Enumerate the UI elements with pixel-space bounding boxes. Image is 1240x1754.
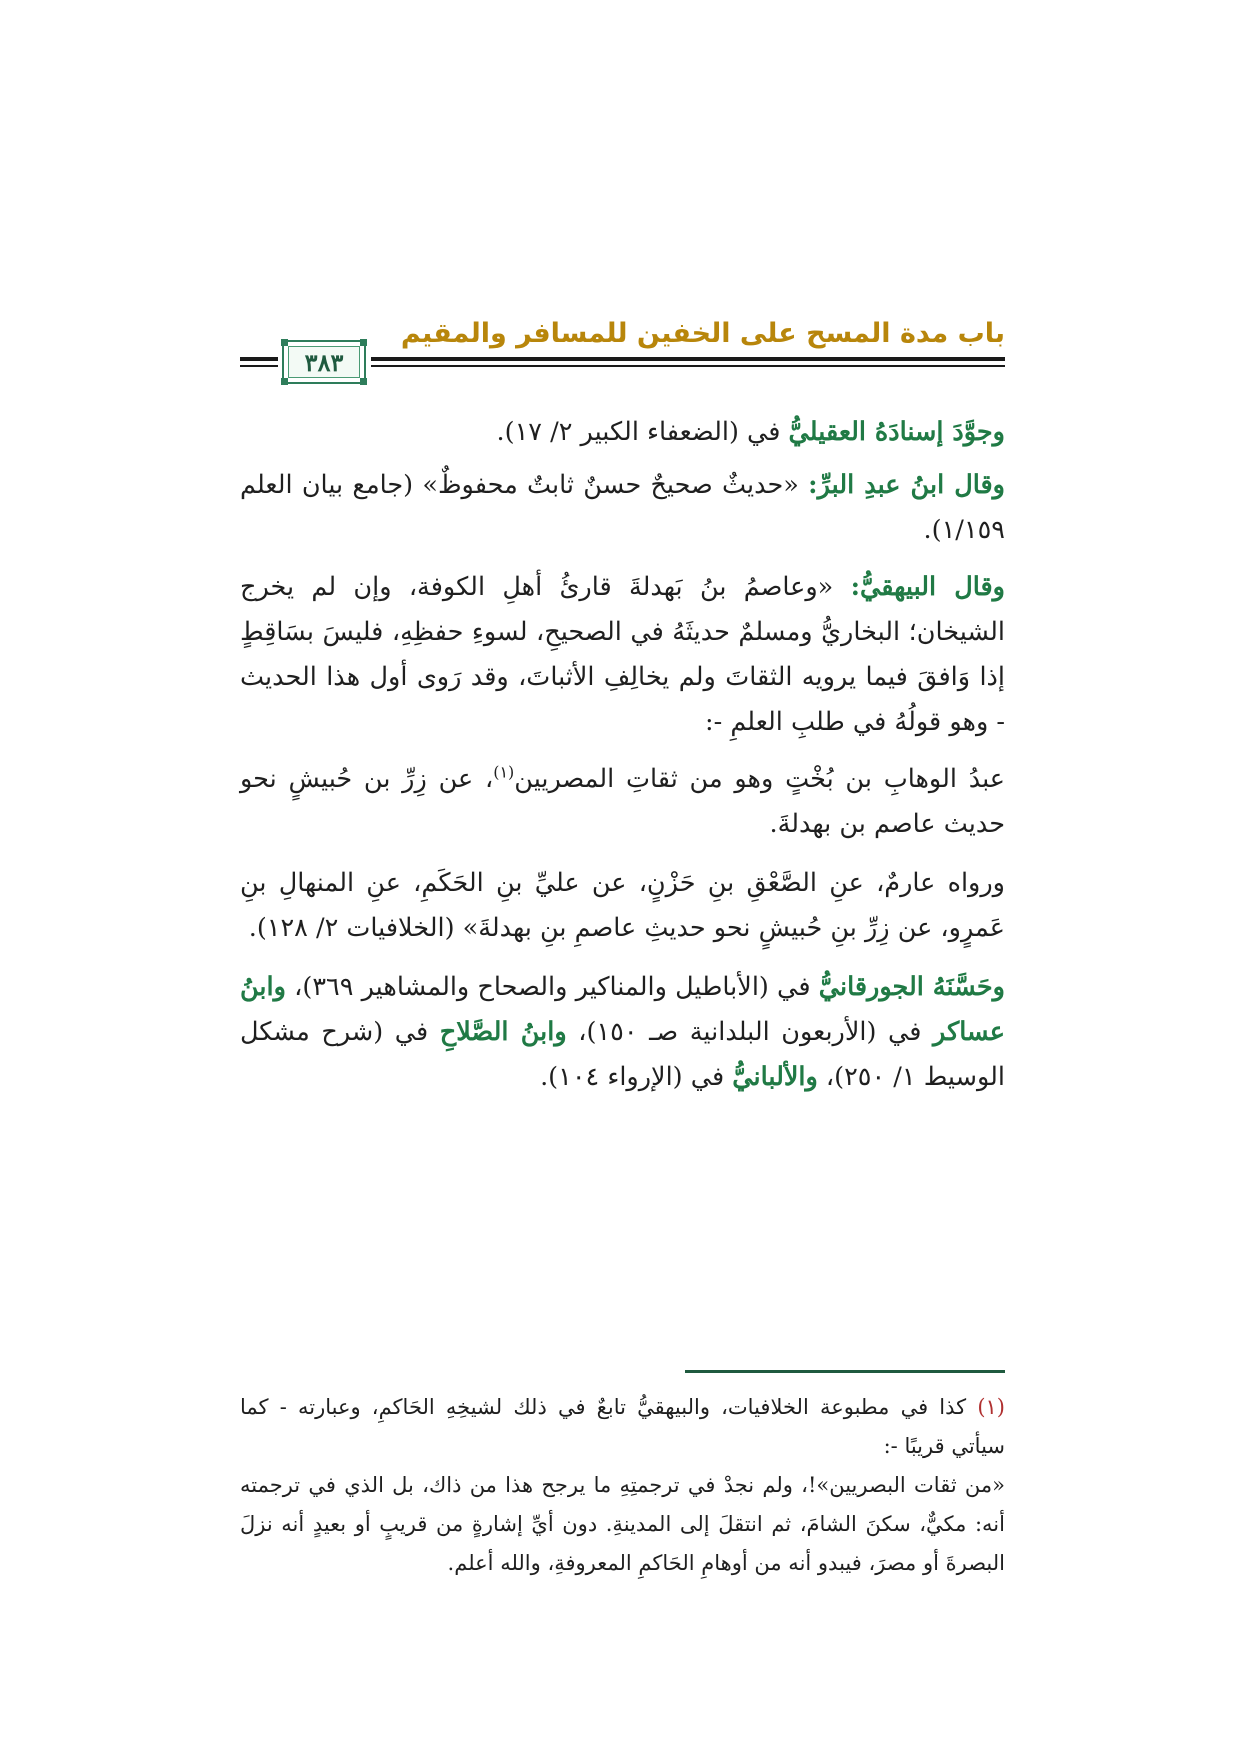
paragraph-6 [240, 965, 1005, 1100]
running-header-title: باب مدة المسح على الخفين للمسافر والمقيم [400, 318, 1005, 349]
footnote-1 [240, 1388, 1005, 1466]
paragraph-text: في (الإرواء ١٠٤). [540, 1062, 733, 1092]
footnote-1-continued [240, 1466, 1005, 1583]
highlighted-name: وقال ابنُ عبدِ البرِّ: [808, 470, 1005, 500]
footnote-text: كذا في مطبوعة الخلافيات، والبيهقيُّ تابعٌ في ذلك لشيخِهِ الحَاكمِ، وعبارته - كما سيأتي قريبًا -: [240, 1395, 1005, 1458]
paragraph-text: في (الضعفاء الكبير ٢/ ١٧). [496, 417, 789, 447]
paragraph-1 [240, 410, 1005, 455]
highlighted-name: والألبانيُّ [732, 1062, 818, 1092]
highlighted-name: وابنُ الصَّلاحِ [439, 1017, 567, 1047]
paragraph-5 [240, 861, 1005, 951]
highlighted-name: وحَسَّنَهُ الجورقانيُّ [818, 972, 1005, 1002]
paragraph-3 [240, 565, 1005, 745]
highlighted-name: وابنُ عساكر [240, 972, 1005, 1047]
ornament-corner [360, 378, 367, 385]
page-number: ٣٨٣ [288, 346, 360, 378]
footnotes [240, 1388, 1005, 1583]
page-number-badge [282, 340, 366, 384]
header-rule-thick [371, 357, 1005, 361]
header-rule-left-thin [240, 365, 278, 367]
paragraph-text: «وعاصمُ بنُ بَهدلةَ قارئُ أهلِ الكوفة، وإن لم يخرج الشيخان؛ البخاريُّ ومسلمٌ حديثَهُ في الصحيحِ، لسوءِ حفظِهِ، فليسَ بسَاقِطٍ إذا وَافقَ فيما يرويه الثقاتَ ولم يخالِفِ الأثباتَ، وقد رَوى أول هذا الحديث - وهو قولُهُ في طلبِ العلمِ -: [240, 572, 1005, 737]
paragraph-text: ، عن زِرِّ بن حُبيشٍ نحو حديث عاصم بن بهدلةَ. [240, 764, 1005, 839]
paragraph-text: عبدُ الوهابِ بن بُخْتٍ وهو من ثقاتِ المصريين [514, 764, 1005, 794]
highlighted-name: وقال البيهقيُّ: [850, 572, 1005, 602]
header-rule-thin [371, 365, 1005, 367]
highlighted-name: وجوَّدَ إسنادَهُ العقيليُّ [788, 417, 1005, 447]
footnote-separator [685, 1370, 1005, 1373]
paragraph-text: «حديثٌ صحيحٌ حسنٌ ثابتٌ محفوظٌ» (جامع بيان العلم ١/١٥٩). [240, 470, 1005, 545]
header-rule-left-thick [240, 357, 278, 361]
ornament-corner [281, 339, 288, 346]
paragraph-text: في (الأربعون البلدانية صـ ١٥٠)، [566, 1017, 934, 1047]
paragraph-text: ورواه عارمٌ، عنِ الصَّعْقِ بنِ حَزْنٍ، عن عليِّ بنِ الحَكَمِ، عنِ المنهالِ بنِ عَمرٍو، عن زِرِّ بنِ حُبيشٍ نحو حديثِ عاصمِ بنِ بهدلةَ» (الخلافيات ٢/ ١٢٨). [240, 868, 1005, 943]
ornament-corner [281, 378, 288, 385]
paragraph-4 [240, 757, 1005, 847]
paragraph-2 [240, 463, 1005, 553]
paragraph-text: في (شرح مشكل الوسيط ١/ ٢٥٠)، [240, 1017, 1005, 1092]
footnote-marker[interactable]: (١) [493, 762, 515, 782]
main-text [240, 410, 1005, 1114]
footnote-text: «من ثقات البصريين»!، ولم نجدْ في ترجمتِهِ ما يرجح هذا من ذاك، بل الذي في ترجمته أنه: مكيٌّ، سكنَ الشامَ، ثم انتقلَ إلى المدينةِ. دون أيِّ إشارةٍ من قريبٍ أو بعيدٍ أنه نزلَ البصرةَ أو مصرَ، فيبدو أنه من أوهامِ الحَاكمِ المعروفةِ، والله أعلم. [240, 1473, 1005, 1575]
ornament-corner [360, 339, 367, 346]
paragraph-text: في (الأباطيل والمناكير والصحاح والمشاهير ٣٦٩)، [285, 972, 819, 1002]
footnote-number: (١) [977, 1395, 1005, 1419]
